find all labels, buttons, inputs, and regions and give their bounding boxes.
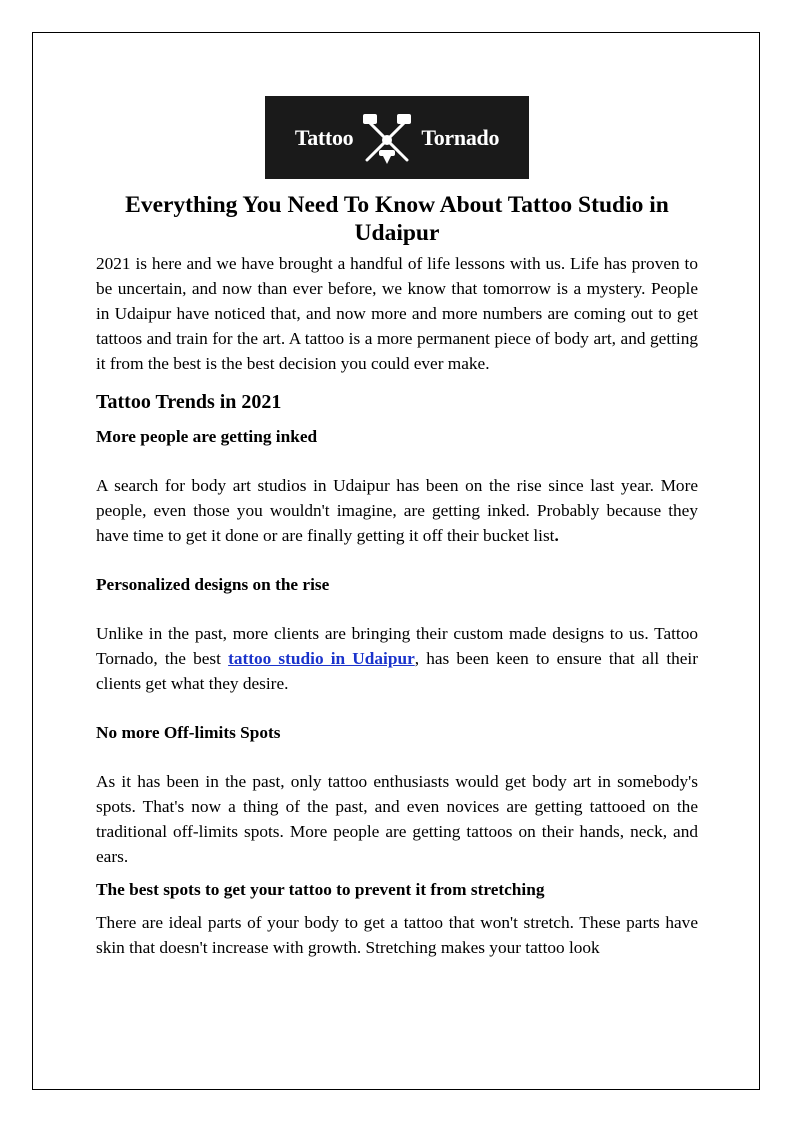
trend-2-heading: Personalized designs on the rise	[96, 575, 330, 594]
trend-3-heading: No more Off-limits Spots	[96, 723, 281, 742]
trend-4-heading: The best spots to get your tattoo to prevent it from stretching	[96, 880, 545, 899]
intro-paragraph: 2021 is here and we have brought a handful of life lessons with us. Life has proven to be uncertain, and now than ever before, we know that tomorrow is a mystery. People in Udaipur have noticed that, and now more and more numbers are coming out to get tattoos and train for the art. A tattoo is a more permanent piece of body art, and getting it from the best is the best decision you could ever make.	[96, 254, 698, 373]
trend-4-paragraph: There are ideal parts of your body to get a tattoo that won't stretch. These parts have skin that doesn't increase with growth. Stretching makes your tattoo look	[96, 913, 698, 957]
section-heading: Tattoo Trends in 2021	[96, 391, 282, 413]
tattoo-tornado-logo	[265, 96, 529, 179]
document-content	[96, 96, 698, 960]
trend-1-paragraph: A search for body art studios in Udaipur has been on the rise since last year. More people, even those you wouldn't imagine, are getting inked. Probably because they have time to get it done or are finally getting it off their bucket list.	[96, 476, 698, 545]
trend-3-paragraph: As it has been in the past, only tattoo enthusiasts would get body art in somebody's spots. That's now a thing of the past, and even novices are getting tattooed on the traditional off-limits spots. More people are getting tattoos on their hands, neck, and ears.	[96, 772, 698, 866]
logo-right-word: Tornado	[421, 124, 500, 150]
trend-2-paragraph: Unlike in the past, more clients are bringing their custom made designs to us. Tattoo Tornado, the best tattoo studio in Udaipur, has been keen to ensure that all their clients get what they desire.	[96, 624, 698, 693]
tattoo-studio-link[interactable]: tattoo studio in Udaipur	[228, 649, 415, 668]
page-title: Everything You Need To Know About Tattoo Studio in Udaipur	[125, 192, 669, 246]
logo-left-word: Tattoo	[294, 124, 354, 150]
crossed-tattoo-machines-icon	[359, 110, 415, 166]
trend-1-heading: More people are getting inked	[96, 427, 318, 446]
